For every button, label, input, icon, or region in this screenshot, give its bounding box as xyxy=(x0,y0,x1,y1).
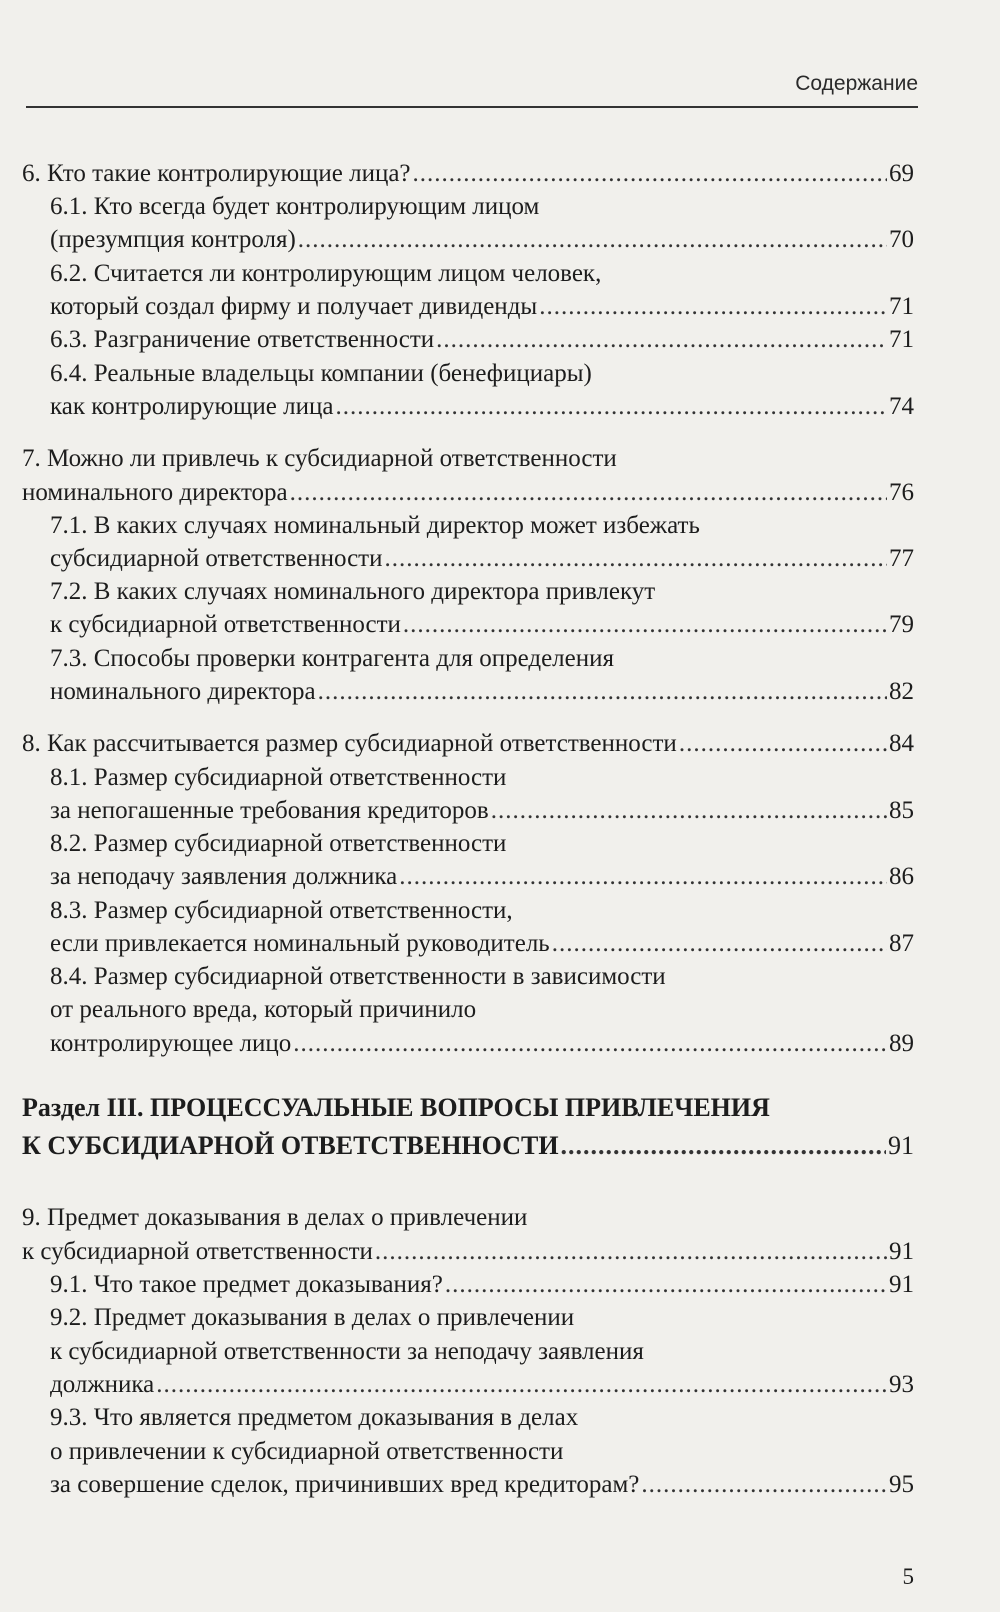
toc-entry-title: субсидиарной ответственности xyxy=(50,545,383,572)
toc-entry-9-line1[interactable] xyxy=(22,1202,527,1234)
toc-entry-title: от реального вреда, который причинило xyxy=(50,996,477,1023)
toc-entry-6-3[interactable] xyxy=(50,324,914,356)
toc-section-title: Раздел III. ПРОЦЕССУАЛЬНЫЕ ВОПРОСЫ ПРИВЛЕЧЕНИЯ xyxy=(22,1093,770,1122)
toc-entry-title: номинального директора xyxy=(22,479,288,506)
toc-entry-9-3[interactable] xyxy=(50,1469,914,1501)
toc-entry-9-1[interactable] xyxy=(50,1269,914,1301)
toc-entry-title: контролирующее лицо xyxy=(50,1030,292,1057)
toc-entry-title: 6. Кто такие контролирующие лица? xyxy=(22,160,411,187)
toc-leader-dots xyxy=(335,391,887,423)
toc-entry-6-1-line1[interactable] xyxy=(50,191,539,223)
toc-section-3[interactable] xyxy=(22,1130,914,1162)
toc-entry-8-2-line1[interactable] xyxy=(50,828,506,860)
toc-entry-title: 6.3. Разграничение ответственности xyxy=(50,326,435,353)
toc-leader-dots xyxy=(290,477,887,509)
toc-entry-title: 9.1. Что такое предмет доказывания? xyxy=(50,1271,443,1298)
toc-entry-8-4-line2[interactable] xyxy=(50,994,476,1026)
toc-entry-title: номинального директора xyxy=(50,678,316,705)
toc-entry-title: за совершение сделок, причинивших вред кредиторам? xyxy=(50,1471,640,1498)
toc-entry-title: 9. Предмет доказывания в делах о привлечении xyxy=(22,1204,528,1231)
toc-entry-8-3-line1[interactable] xyxy=(50,895,513,927)
toc-entry-title: 6.1. Кто всегда будет контролирующим лицом xyxy=(50,193,540,220)
toc-entry-9-3-line2[interactable] xyxy=(50,1436,563,1468)
toc-entry-title: 8.1. Размер субсидиарной ответственности xyxy=(50,764,507,791)
toc-entry-6-1[interactable] xyxy=(50,224,914,256)
toc-page-number: 77 xyxy=(889,545,914,572)
toc-page-number: 76 xyxy=(889,479,914,506)
toc-entry-7[interactable] xyxy=(22,477,914,509)
toc-entry-title: 7. Можно ли привлечь к субсидиарной ответственности xyxy=(22,445,617,472)
toc-entry-title: который создал фирму и получает дивиденды xyxy=(50,293,538,320)
toc-leader-dots xyxy=(156,1369,887,1401)
toc-entry-title: к субсидиарной ответственности за неподачу заявления xyxy=(50,1338,644,1365)
toc-entry-8-4[interactable] xyxy=(50,1028,914,1060)
toc-entry-8-1-line1[interactable] xyxy=(50,762,506,794)
toc-leader-dots xyxy=(384,543,887,575)
toc-page-number: 79 xyxy=(889,611,914,638)
toc-entry-7-3-line1[interactable] xyxy=(50,643,614,675)
toc-entry-title: как контролирующие лица xyxy=(50,393,334,420)
toc-entry-7-2[interactable] xyxy=(50,609,914,641)
toc-page-number: 95 xyxy=(889,1471,914,1498)
toc-entry-8[interactable] xyxy=(22,728,914,760)
toc-leader-dots xyxy=(641,1469,887,1501)
toc-entry-title: 9.2. Предмет доказывания в делах о привлечении xyxy=(50,1304,575,1331)
toc-leader-dots xyxy=(375,1236,887,1268)
toc-page-number: 86 xyxy=(889,863,914,890)
toc-entry-7-1-line1[interactable] xyxy=(50,510,700,542)
toc-page-number: 91 xyxy=(889,1238,914,1265)
toc-leader-dots xyxy=(436,324,887,356)
toc-page-number: 71 xyxy=(889,326,914,353)
toc-entry-title: за непогашенные требования кредиторов xyxy=(50,797,489,824)
toc-entry-title: 8.3. Размер субсидиарной ответственности, xyxy=(50,897,513,924)
toc-entry-8-4-line1[interactable] xyxy=(50,961,666,993)
toc-leader-dots xyxy=(561,1130,886,1162)
toc-entry-title: 6.2. Считается ли контролирующим лицом человек, xyxy=(50,260,602,287)
toc-entry-9-3-line1[interactable] xyxy=(50,1402,578,1434)
toc-entry-6[interactable] xyxy=(22,158,914,190)
toc-leader-dots xyxy=(413,158,887,190)
toc-leader-dots xyxy=(491,795,887,827)
toc-entry-6-2[interactable] xyxy=(50,291,914,323)
toc-entry-9-2[interactable] xyxy=(50,1369,914,1401)
toc-entry-title: о привлечении к субсидиарной ответственности xyxy=(50,1438,564,1465)
toc-entry-title: 7.3. Способы проверки контрагента для определения xyxy=(50,645,614,672)
toc-page-number: 71 xyxy=(889,293,914,320)
toc-entry-7-3[interactable] xyxy=(50,676,914,708)
toc-page-number: 89 xyxy=(889,1030,914,1057)
toc-page-number: 69 xyxy=(889,160,914,187)
toc-entry-8-3[interactable] xyxy=(50,928,914,960)
toc-entry-7-1[interactable] xyxy=(50,543,914,575)
toc-entry-title: 9.3. Что является предметом доказывания в делах xyxy=(50,1404,579,1431)
toc-entry-9-2-line2[interactable] xyxy=(50,1336,644,1368)
toc-entry-8-1[interactable] xyxy=(50,795,914,827)
toc-leader-dots xyxy=(539,291,887,323)
toc-leader-dots xyxy=(293,1028,887,1060)
toc-page-number: 82 xyxy=(889,678,914,705)
toc-entry-title: 8.4. Размер субсидиарной ответственности в зависимости xyxy=(50,963,666,990)
toc-leader-dots xyxy=(403,609,887,641)
page-number: 5 xyxy=(902,1564,914,1589)
toc-leader-dots xyxy=(445,1269,887,1301)
toc-entry-title: 7.1. В каких случаях номинальный директор может избежать xyxy=(50,512,700,539)
toc-entry-title: должника xyxy=(50,1371,155,1398)
toc-entry-title: 7.2. В каких случаях номинального директора привлекут xyxy=(50,578,656,605)
toc-section-3-line1[interactable] xyxy=(22,1092,770,1124)
toc-leader-dots xyxy=(318,676,887,708)
toc-page-number: 93 xyxy=(889,1371,914,1398)
toc-leader-dots xyxy=(679,728,887,760)
toc-entry-title: 8.2. Размер субсидиарной ответственности xyxy=(50,830,507,857)
toc-entry-title: за неподачу заявления должника xyxy=(50,863,398,890)
toc-entry-6-4-line1[interactable] xyxy=(50,358,592,390)
toc-entry-title: (презумпция контроля) xyxy=(50,226,296,253)
toc-page-number: 87 xyxy=(889,930,914,957)
toc-entry-7-2-line1[interactable] xyxy=(50,576,655,608)
toc-entry-9-2-line1[interactable] xyxy=(50,1302,574,1334)
toc-page-number: 91 xyxy=(888,1131,914,1160)
toc-entry-title: 8. Как рассчитывается размер субсидиарной ответственности xyxy=(22,730,677,757)
toc-entry-9[interactable] xyxy=(22,1236,914,1268)
toc-leader-dots xyxy=(399,861,887,893)
toc-page-number: 85 xyxy=(889,797,914,824)
toc-entry-6-4[interactable] xyxy=(50,391,914,423)
toc-page-number: 70 xyxy=(889,226,914,253)
running-head: Содержание xyxy=(795,72,918,95)
toc-entry-title: к субсидиарной ответственности xyxy=(50,611,401,638)
toc-page-number: 91 xyxy=(889,1271,914,1298)
toc-entry-title: 6.4. Реальные владельцы компании (бенефициары) xyxy=(50,360,592,387)
toc-page-number: 74 xyxy=(889,393,914,420)
toc-leader-dots xyxy=(298,224,887,256)
toc-leader-dots xyxy=(552,928,887,960)
toc-section-title: К СУБСИДИАРНОЙ ОТВЕТСТВЕННОСТИ xyxy=(22,1131,559,1160)
toc-entry-7-line1[interactable] xyxy=(22,443,617,475)
toc-entry-6-2-line1[interactable] xyxy=(50,258,601,290)
toc-entry-title: если привлекается номинальный руководитель xyxy=(50,930,550,957)
toc-entry-title: к субсидиарной ответственности xyxy=(22,1238,373,1265)
toc-page-number: 84 xyxy=(889,730,914,757)
toc-entry-8-2[interactable] xyxy=(50,861,914,893)
